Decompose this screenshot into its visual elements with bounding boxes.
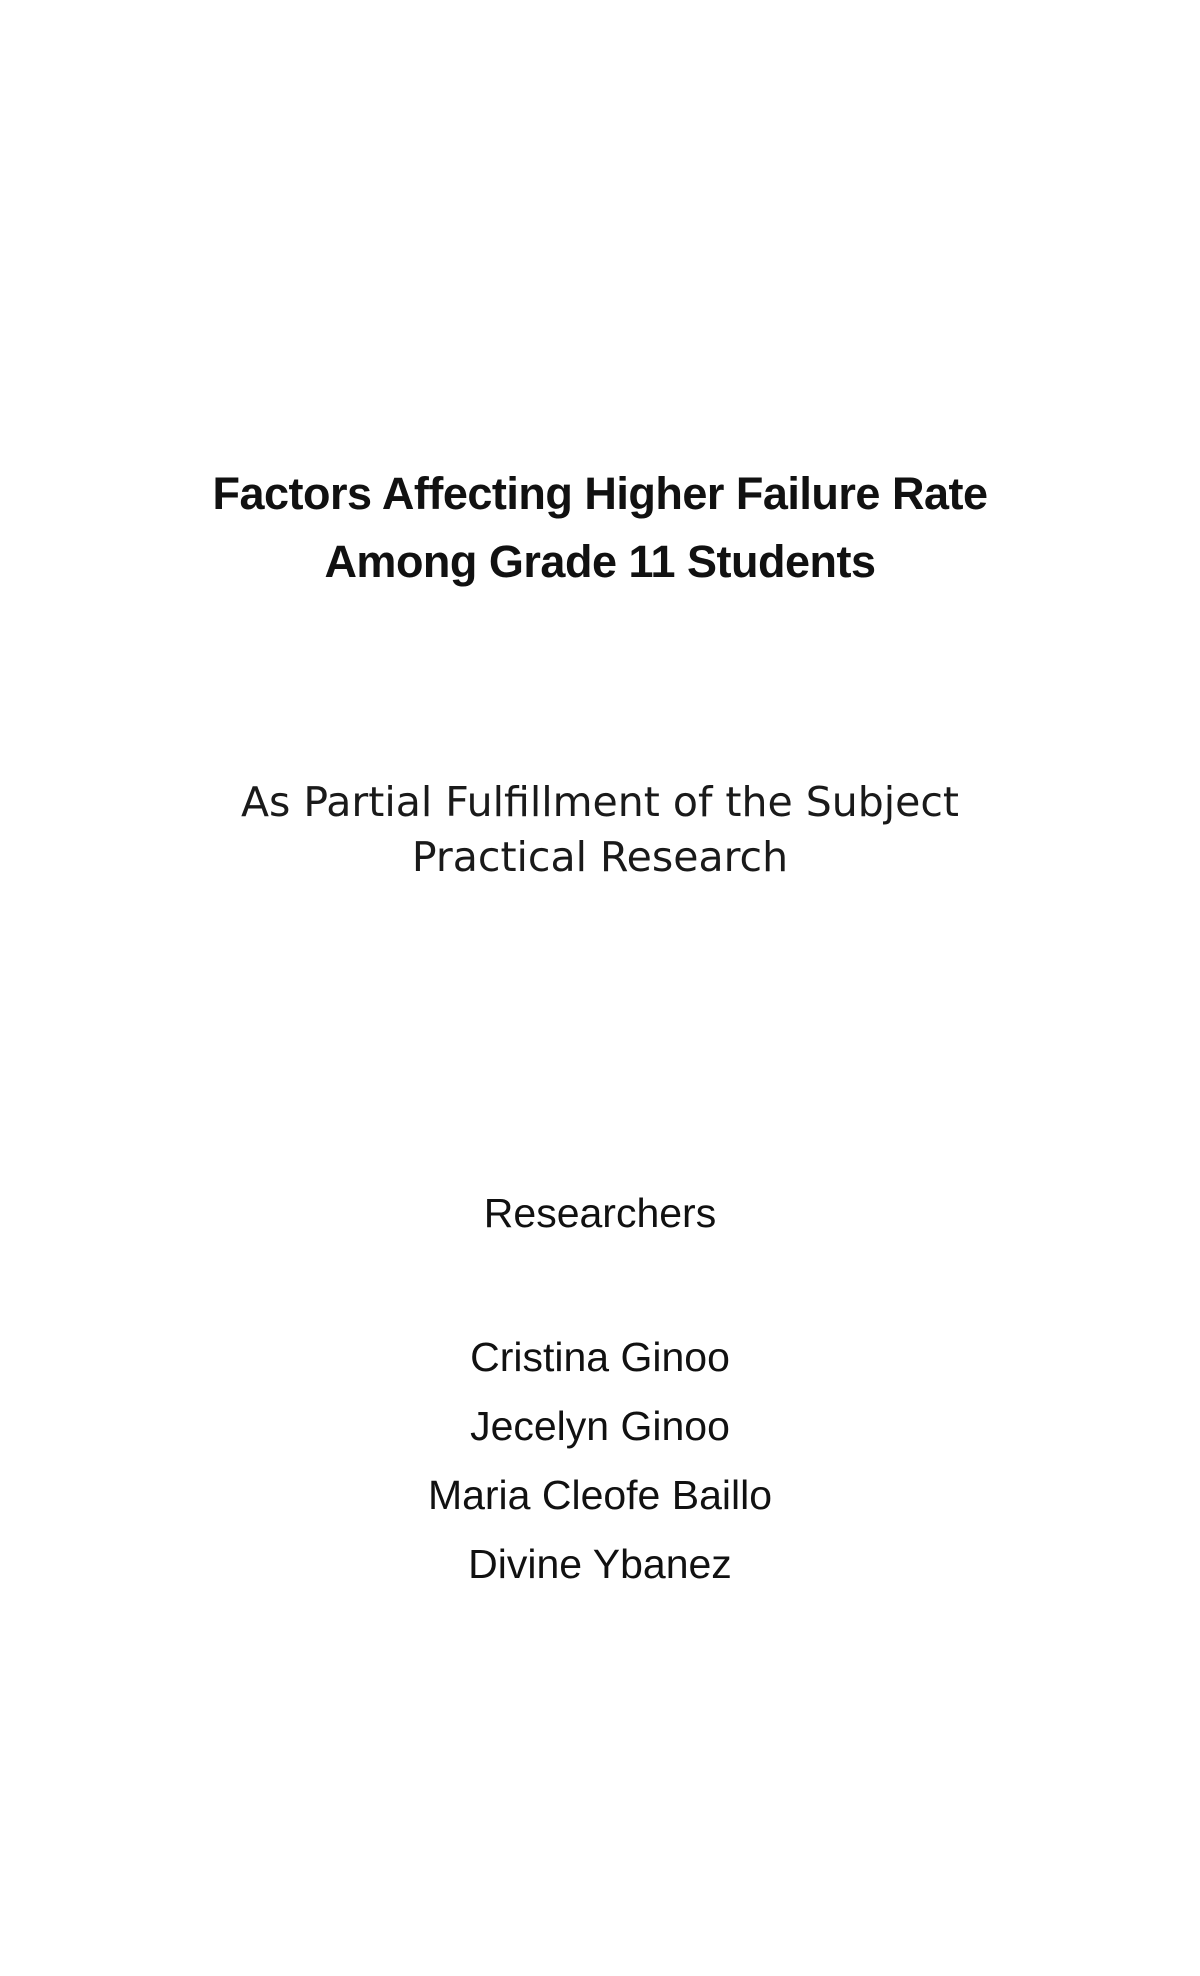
researcher-name: Divine Ybanez	[468, 1541, 732, 1587]
researcher-name: Jecelyn Ginoo	[470, 1403, 730, 1449]
fulfillment-statement	[0, 775, 1200, 885]
researcher-name: Cristina Ginoo	[470, 1334, 730, 1380]
document-title	[0, 460, 1200, 596]
subtitle-line-1: As Partial Fulfillment of the Subject	[240, 778, 960, 826]
title-line-2: Among Grade 11 Students	[324, 536, 876, 587]
researchers-heading: Researchers	[483, 1190, 717, 1236]
title-line-1: Factors Affecting Higher Failure Rate	[212, 468, 988, 519]
researcher-list	[0, 1323, 1200, 1599]
subtitle-line-2: Practical Research	[411, 833, 789, 881]
researcher-name: Maria Cleofe Baillo	[427, 1472, 773, 1518]
